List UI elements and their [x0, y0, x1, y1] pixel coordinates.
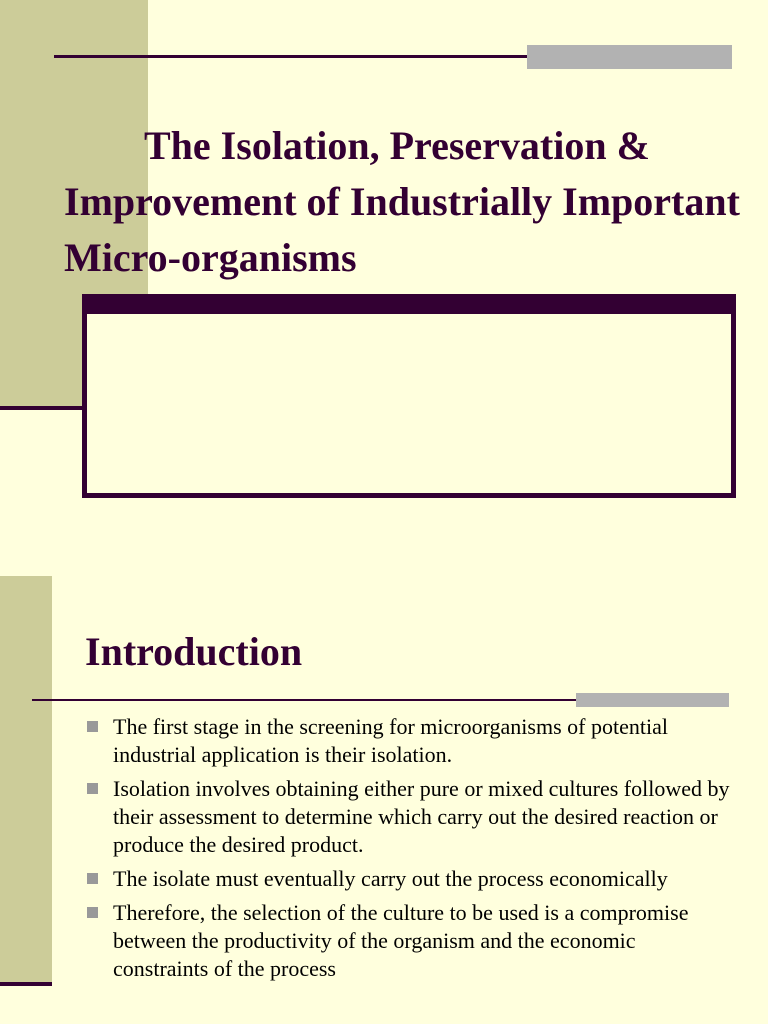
introduction-slide — [0, 576, 768, 1024]
gray-accent-bar — [527, 45, 732, 69]
sidebar-underline — [0, 982, 52, 986]
bullet-item — [85, 899, 735, 983]
bullet-text: The isolate must eventually carry out the process economically — [113, 866, 668, 891]
square-bullet-icon — [87, 783, 98, 794]
sidebar-underline — [0, 406, 84, 410]
square-bullet-icon — [87, 721, 98, 732]
gray-accent-bar — [576, 693, 729, 707]
square-bullet-icon — [87, 907, 98, 918]
bullet-list — [85, 713, 735, 989]
bullet-text: Isolation involves obtaining either pure or mixed cultures followed by their assessment to determine which carry out the desired reaction or produce the desired product. — [113, 776, 730, 857]
slide-title: The Isolation, Preservation & Improvement of Industrially Important Micro-organisms — [64, 123, 740, 280]
square-bullet-icon — [87, 873, 98, 884]
bullet-text: The first stage in the screening for microorganisms of potential industrial application is their isolation. — [113, 714, 668, 767]
subtitle-box — [82, 294, 736, 498]
sidebar-decoration — [0, 576, 52, 986]
bullet-text: Therefore, the selection of the culture to be used is a compromise between the productivity of the organism and the economic constraints of the process — [113, 900, 689, 981]
bullet-item — [85, 865, 735, 893]
bullet-item — [85, 713, 735, 769]
slide-heading: Introduction — [85, 629, 303, 674]
bullet-item — [85, 775, 735, 859]
